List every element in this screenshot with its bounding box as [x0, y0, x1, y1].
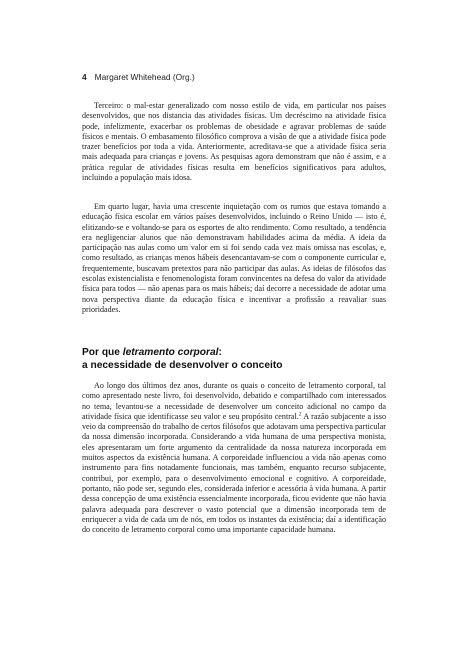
running-head-author: Margaret Whitehead (Org.): [94, 72, 195, 82]
section-heading: [82, 346, 386, 372]
paragraph-text: [82, 381, 386, 535]
paragraph-text-part-2: A razão subjacente a isso veio da compreensão do trabalho de certos filósofos que adotavam uma perspectiva particular da nossa dimensão incorporada. Considerando a vida humana de uma perspectiva monista, eles apresentaram um forte argumento da centralidade da nossa natureza incorporada em muitos aspectos da existência humana. A corporeidade influenciou a vida não apenas como instrumento para fins notadamente funcionais, mas também, enquanto recurso subjacente, contribui, por exemplo, para o desenvolvimento emocional e cognitivo. A corporeidade, portanto, não pode ser, segundo eles, considerada inferior e acessória à vida humana. A partir dessa concepção de uma existência essencialmente incorporada, ficou evidente que não havia palavra adequada para descrever o vasto potencial que a dimensão incorporada tem de enriquecer a vida de cada um de nós, em todos os instantes da existência; daí a identificação do conceito de letramento corporal como uma importante capacidade humana.: [82, 411, 386, 535]
paragraph-section-body: [82, 381, 386, 535]
paragraph-third-point: [82, 101, 386, 183]
running-head: [82, 72, 195, 82]
page-number: 4: [82, 72, 87, 82]
section-heading-line-2: a necessidade de desenvolver o conceito: [82, 360, 283, 371]
paragraph-text-part-1: Ao longo dos últimos dez anos, durante os quais o conceito de letramento corporal, tal como apresentado neste livro, foi desenvolvido, debatido e compartilhado com interessados no tema, levantou-se a necessidade de desenvolver um conceito adicional no campo da atividade física que identificasse seu valor e seu propósito central.: [82, 381, 386, 421]
paragraph-text: Terceiro: o mal-estar generalizado com nosso estilo de vida, em particular nos países desenvolvidos, que nos distancia das atividades físicas. Um decréscimo na atividade física pode, infelizmente, exacerbar os problemas de obesidade e agravar problemas de saúde físicos e mentais. O embasamento filosófico comprova a visão de que a atividade física pode trazer benefícios por toda a vida. Anteriormente, acreditava-se que a atividade física seria mais adequada para crianças e jovens. As pesquisas agora demonstram que não é assim, e a prática regular de atividades físicas resulta em benefícios significativos para adultos, incluindo a população mais idosa.: [82, 101, 386, 183]
paragraph-fourth-point: [82, 202, 386, 315]
heading-colon: :: [218, 347, 222, 358]
heading-italic-term: letramento corporal: [122, 347, 219, 358]
paragraph-text: Em quarto lugar, havia uma crescente inquietação com os rumos que estava tomando a educação física escolar em vários países desenvolvidos, incluindo o Reino Unido — isto é, elitizando-se e voltando-se para os esportes de alto rendimento. Como resultado, a tendência era negligenciar alunos que não demonstravam habilidades acima da média. A ideia da participação nas aulas como um valor em si foi sendo cada vez mais omissa nas escolas, e, como resultado, as crianças menos hábeis desencantavam-se com o componente curricular e, frequentemente, buscavam pretextos para não participar das aulas. As ideias de filósofos das escolas existencialista e fenomenologista foram convincentes na defesa do valor da atividade física para todos — não apenas para os mais hábeis; daí decorre a necessidade de adotar uma nova perspectiva diante da educação física e incentivar a profissão a reavaliar suas prioridades.: [82, 202, 386, 314]
section-heading-line-1: [82, 346, 386, 359]
footnote-reference[interactable]: 2: [298, 411, 302, 418]
heading-prefix: Por que: [82, 347, 123, 358]
